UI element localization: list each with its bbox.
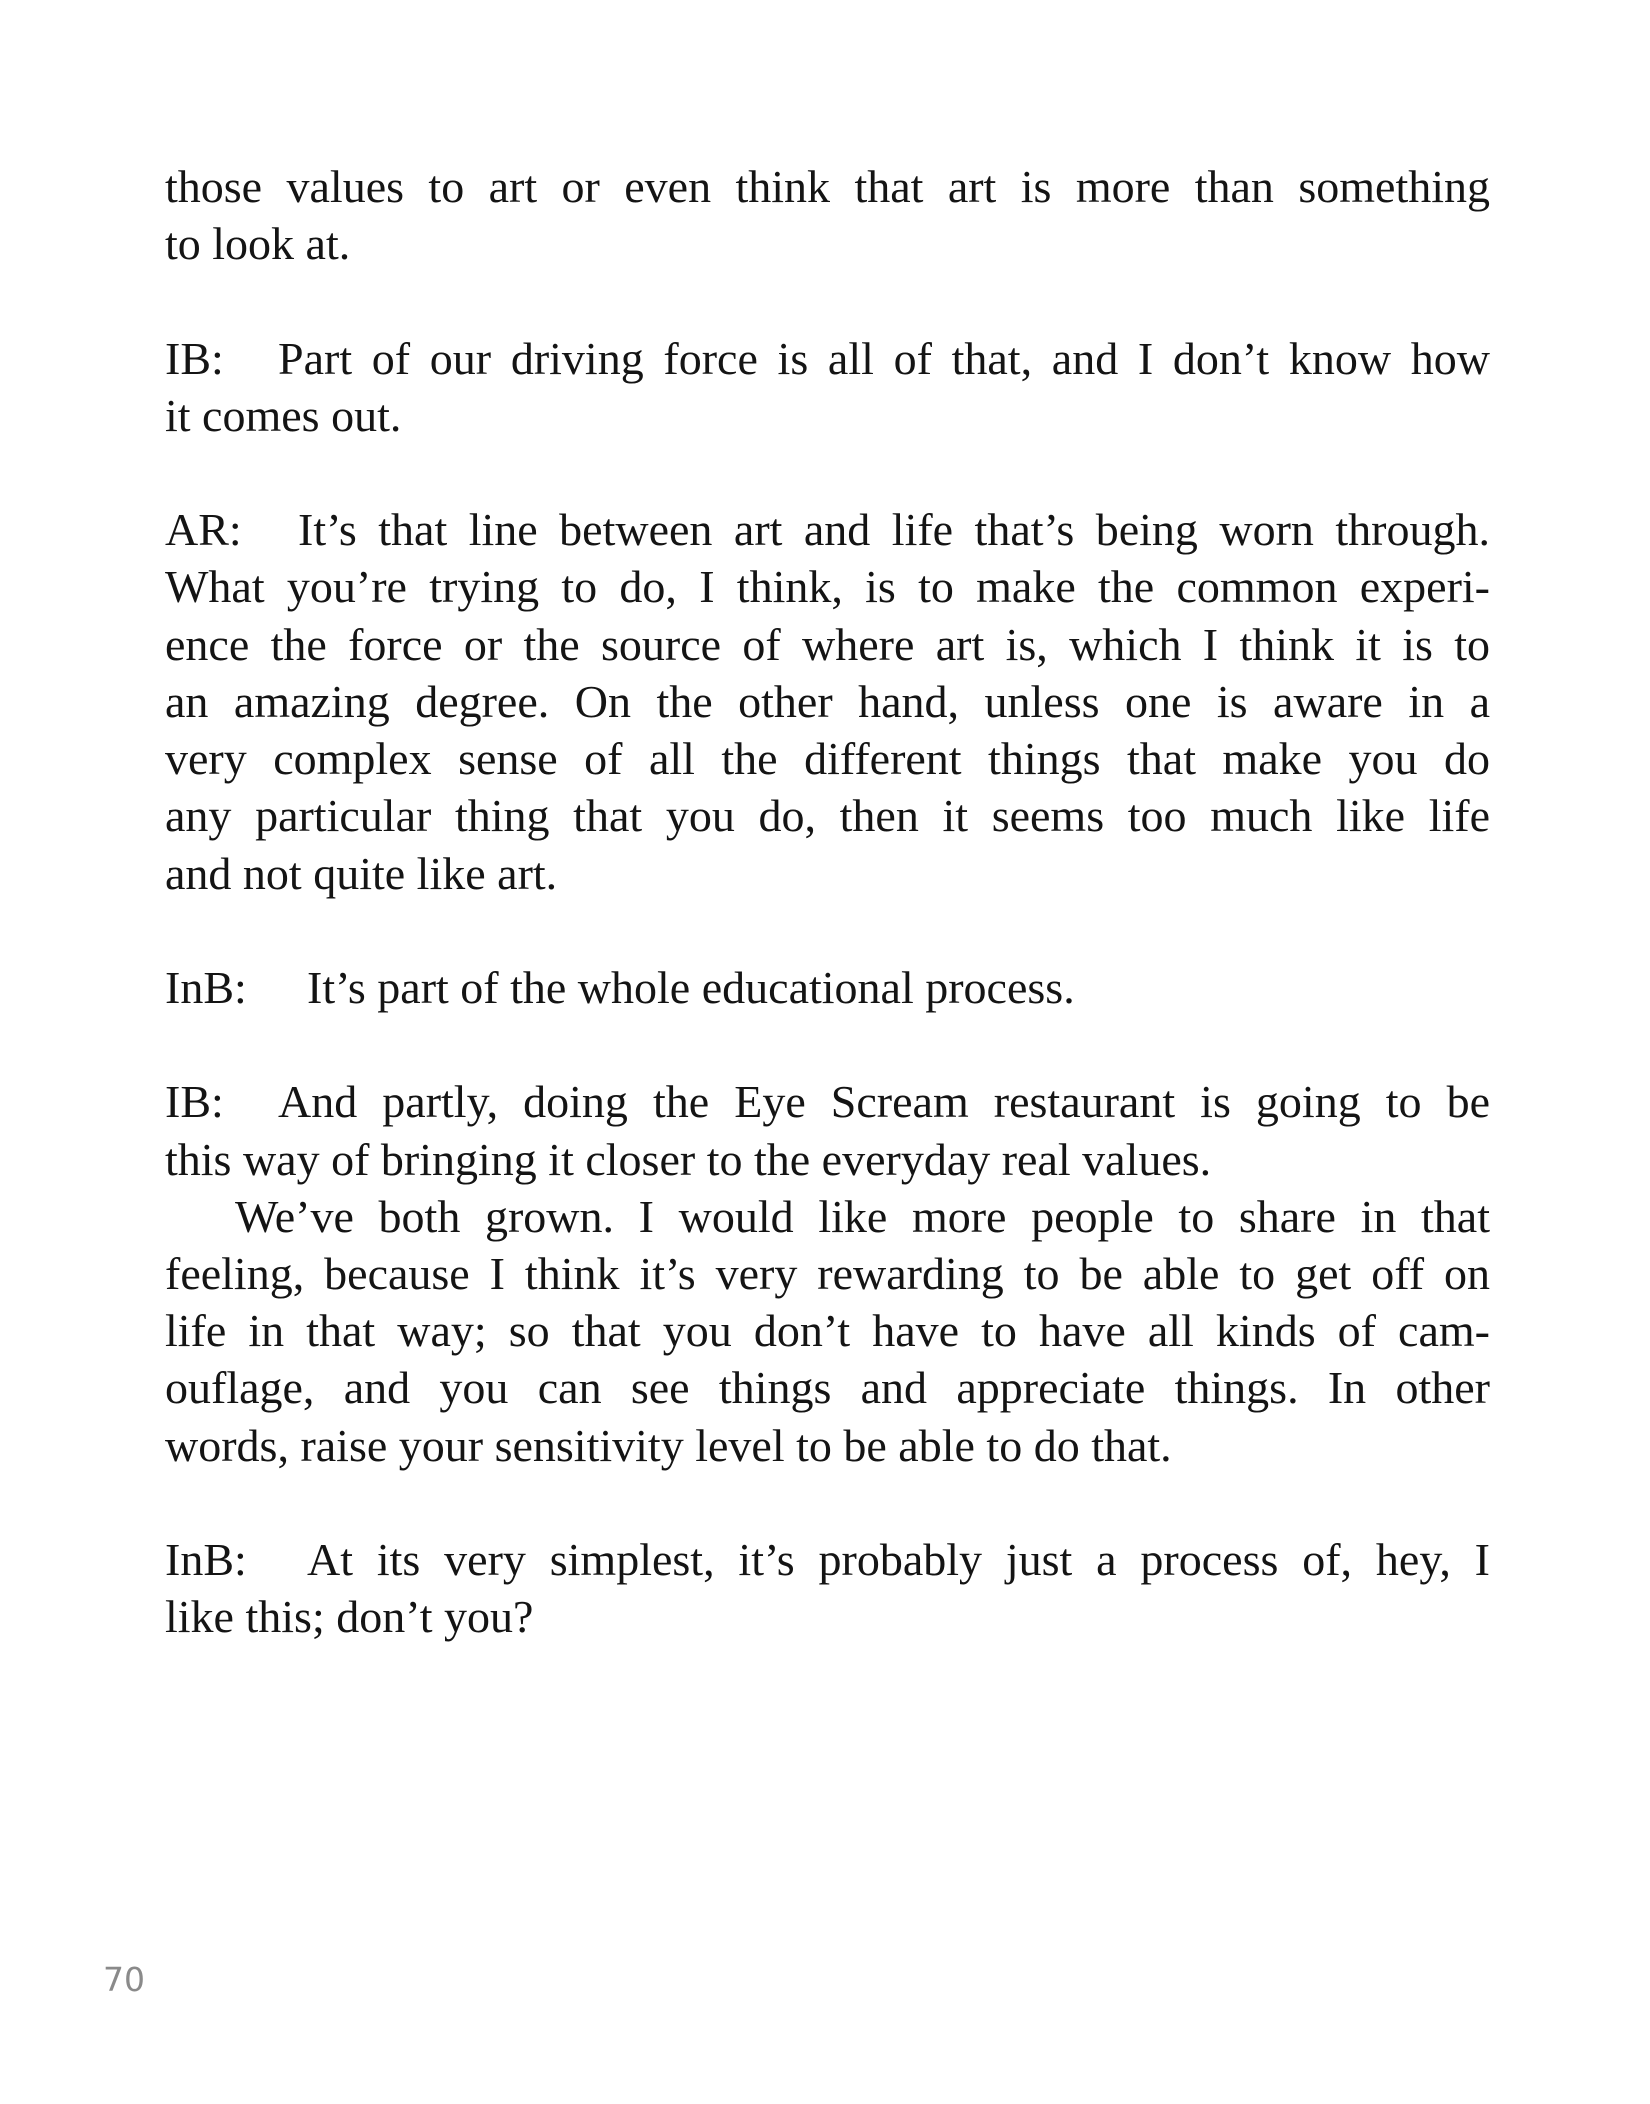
line-text: those values to art or even think that art is more than something (165, 161, 1490, 212)
text-line (165, 158, 1490, 215)
line-text: to look at. (165, 218, 351, 269)
line-text: this way of bringing it closer to the everyday real values. (165, 1134, 1212, 1185)
line-text: It’s that line between art and life that’s being worn through. (298, 504, 1490, 555)
speaker-label: AR: (165, 504, 242, 555)
text-line (165, 1245, 1490, 1302)
line-text: life in that way; so that you don’t have to have all kinds of cam- (165, 1305, 1490, 1356)
text-line (165, 387, 1490, 444)
line-text: ence the force or the source of where art is, which I think it is to (165, 619, 1490, 670)
text-line (165, 558, 1490, 615)
text-line (165, 787, 1490, 844)
text-line (165, 673, 1490, 730)
line-text: What you’re trying to do, I think, is to make the common experi- (165, 561, 1490, 612)
page-number: 70 (103, 1960, 145, 1999)
text-line (165, 1531, 1490, 1588)
text-line (165, 845, 1490, 902)
text-line (165, 1588, 1490, 1645)
text-line (165, 959, 1490, 1016)
text-line (165, 1359, 1490, 1416)
line-text: Part of our driving force is all of that, and I don’t know how (278, 333, 1490, 384)
line-text: it comes out. (165, 390, 402, 441)
text-line (165, 1417, 1490, 1474)
text-line (165, 1131, 1490, 1188)
text-line (165, 616, 1490, 673)
line-text: feeling, because I think it’s very rewarding to be able to get off on (165, 1248, 1490, 1299)
line-text: an amazing degree. On the other hand, unless one is aware in a (165, 676, 1490, 727)
line-text: And partly, doing the Eye Scream restaurant is going to be (278, 1076, 1490, 1127)
line-text: ouflage, and you can see things and appreciate things. In other (165, 1362, 1490, 1413)
line-text: It’s part of the whole educational process. (307, 962, 1075, 1013)
speaker-label: IB: (165, 333, 224, 384)
line-text: We’ve both grown. I would like more people to share in that (235, 1191, 1490, 1242)
line-text: At its very simplest, it’s probably just a process of, hey, I (307, 1534, 1490, 1585)
text-line (165, 1302, 1490, 1359)
text-line (165, 215, 1490, 272)
line-text: words, raise your sensitivity level to be able to do that. (165, 1420, 1172, 1471)
speaker-label: IB: (165, 1076, 224, 1127)
line-text: and not quite like art. (165, 848, 558, 899)
text-line (165, 330, 1490, 387)
line-text: very complex sense of all the different things that make you do (165, 733, 1490, 784)
speaker-label: InB: (165, 1534, 247, 1585)
speaker-label: InB: (165, 962, 247, 1013)
text-line (165, 1073, 1490, 1130)
line-text: like this; don’t you? (165, 1591, 534, 1642)
text-line (165, 1188, 1490, 1245)
text-line (165, 730, 1490, 787)
line-text: any particular thing that you do, then it seems too much like life (165, 790, 1490, 841)
text-line (165, 501, 1490, 558)
